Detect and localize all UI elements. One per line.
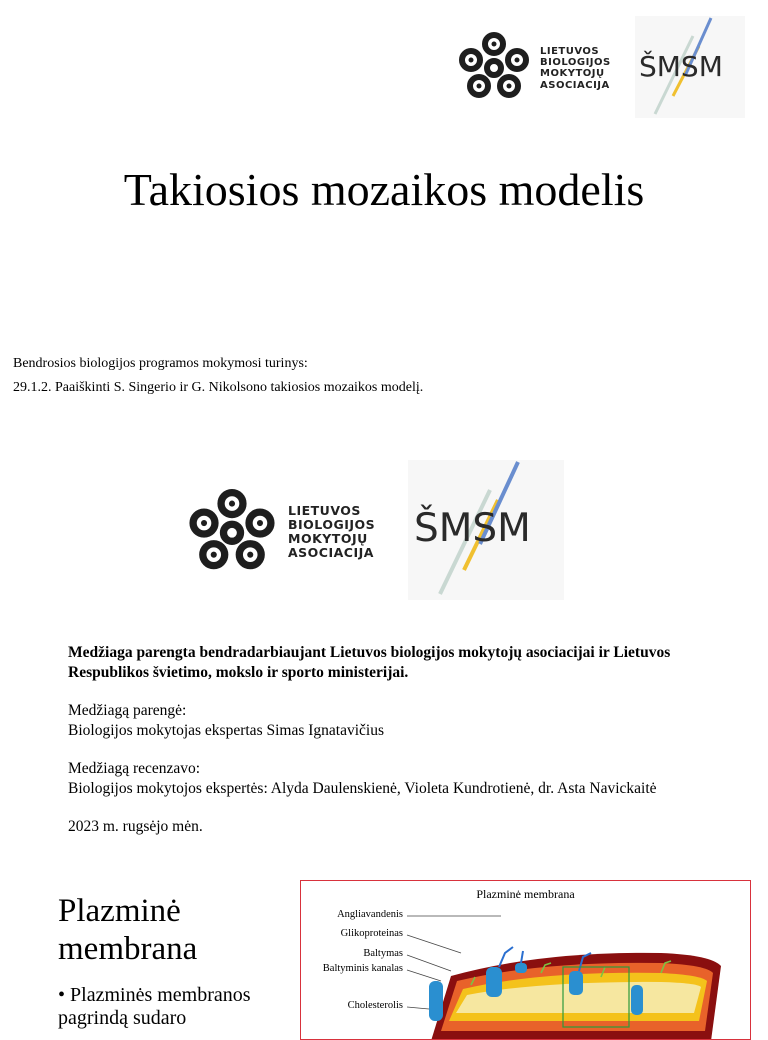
label-cholesterolis: Cholesterolis [347, 1000, 403, 1011]
membrane-diagram [301, 881, 751, 1040]
bullet-item [58, 984, 288, 1030]
credits-block [68, 643, 748, 855]
prepared-label: Medžiagą parengė: [68, 702, 187, 719]
lbma-emblem-icon [457, 30, 531, 108]
smsm-logo-text: ŠMSM [414, 506, 531, 551]
lbma-logo-top [457, 28, 617, 110]
reviewed-by: Biologijos mokytojos ekspertės: Alyda Daulenskienė, Violeta Kundrotienė, dr. Asta Navickaitė [68, 780, 657, 797]
label-angliavandenis: Angliavandenis [337, 909, 403, 920]
bullet-text: Plazminės membranos pagrindą sudaro [58, 984, 251, 1029]
protein-shape [429, 981, 443, 1021]
lbma-logo-text: LIETUVOS BIOLOGIJOS MOKYTOJŲ ASOCIACIJA [288, 503, 376, 560]
smsm-logo-text: ŠMSM [639, 50, 723, 83]
prepared-by: Biologijos mokytojas ekspertas Simas Ignatavičius [68, 722, 384, 739]
program-line-1: Bendrosios biologijos programos mokymosi turinys: [13, 356, 308, 371]
lbma-logo-text: LIETUVOS BIOLOGIJOS MOKYTOJŲ ASOCIACIJA [540, 46, 611, 91]
label-baltymas: Baltymas [363, 948, 403, 959]
figure-title: Plazminė membrana [476, 887, 575, 901]
label-baltyminis-kanalas: Baltyminis kanalas [322, 963, 403, 974]
slide-title: Plazminė membrana [58, 893, 198, 967]
lbma-emblem-icon [187, 486, 277, 582]
lbma-logo-middle [187, 484, 387, 584]
page-title: Takiosios mozaikos modelis [123, 164, 645, 215]
reviewed-section [68, 759, 748, 799]
membrane-figure [300, 880, 751, 1040]
prepared-section [68, 701, 748, 741]
date-text: 2023 m. rugsėjo mėn. [68, 818, 203, 835]
program-line-2: 29.1.2. Paaiškinti S. Singerio ir G. Nikolsono takiosios mozaikos modelį. [13, 380, 424, 395]
bullet-icon: • [58, 984, 66, 1006]
partnership-text: Medžiaga parengta bendradarbiaujant Lietuvos biologijos mokytojų asociacijai ir Lietuvos Respublikos švietimo, mokslo ir sporto ministerijai. [68, 644, 671, 681]
smsm-logo-top [635, 16, 745, 118]
smsm-logo-middle [408, 460, 564, 600]
reviewed-label: Medžiagą recenzavo: [68, 760, 201, 777]
label-glikoproteinas: Glikoproteinas [340, 928, 403, 939]
